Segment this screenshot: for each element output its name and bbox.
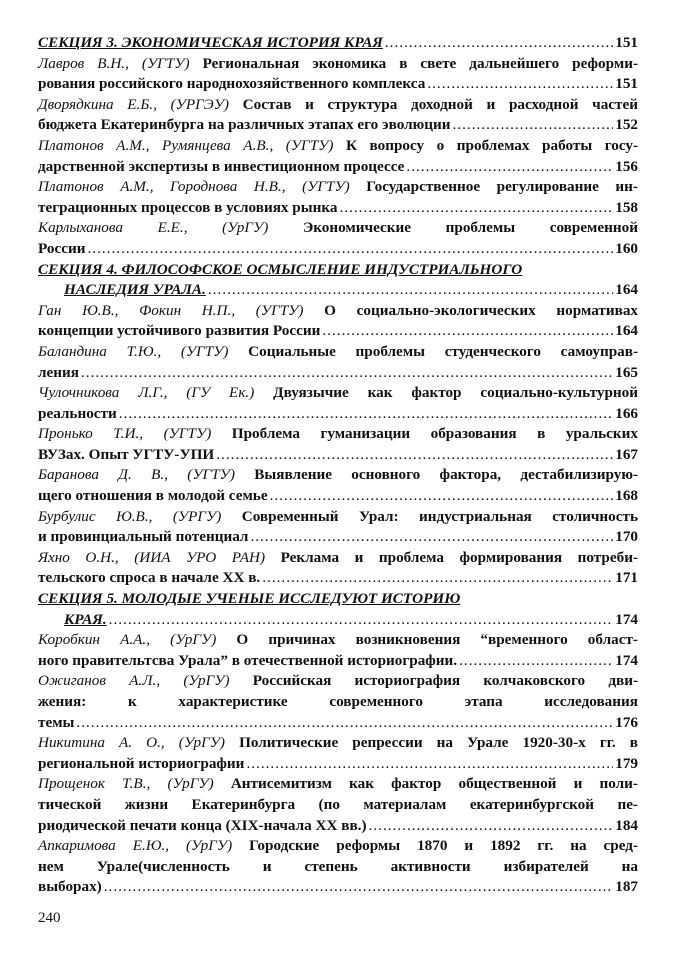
leader-dots bbox=[339, 198, 613, 219]
entry-title: нем Урале(численность и степень активности избирателей на bbox=[38, 857, 638, 875]
leader-dots bbox=[216, 445, 613, 466]
entry-page: 179 bbox=[615, 754, 638, 772]
entry-title: тельского спроса в начале XX в. bbox=[38, 569, 261, 587]
entry-author: Дворядкина Е.Б., (УРГЭУ) bbox=[38, 95, 229, 113]
entry-title: реальности bbox=[38, 404, 117, 422]
section-title-line bbox=[38, 610, 638, 631]
entry-author: Бурбулис Ю.В., (УРГУ) bbox=[38, 507, 222, 525]
entry-text bbox=[38, 754, 244, 775]
entry-line bbox=[38, 527, 638, 548]
section-title-line bbox=[38, 280, 638, 301]
section-title: КРАЯ. bbox=[64, 610, 107, 628]
toc-entry bbox=[38, 177, 638, 218]
entry-author: Чулочникова Л.Г., (ГУ Ек.) bbox=[38, 384, 255, 402]
entry-title: щего отношения в молодой семье bbox=[38, 487, 268, 505]
toc-entry bbox=[38, 548, 638, 589]
entry-title: Антисемитизм как фактор общественной и поли- bbox=[230, 775, 638, 793]
entry-page: 170 bbox=[615, 528, 638, 546]
entry-line bbox=[38, 816, 638, 837]
entry-line bbox=[38, 404, 638, 425]
entry-line bbox=[38, 95, 638, 116]
entry-text bbox=[38, 363, 79, 384]
entry-author: Прощенок Т.В., (УрГУ) bbox=[38, 775, 214, 793]
leader-dots bbox=[322, 321, 613, 342]
entry-line bbox=[38, 445, 638, 466]
entry-title: О социально-экологических нормативах bbox=[324, 301, 639, 319]
entry-line bbox=[38, 568, 638, 589]
entry-line bbox=[38, 342, 638, 363]
entry-line bbox=[38, 198, 638, 219]
entry-title: тической жизни Екатеринбурга (по материалам екатеринбургской пе- bbox=[38, 795, 638, 813]
entry-line bbox=[38, 630, 638, 651]
entry-line bbox=[38, 74, 638, 95]
section-page: 164 bbox=[615, 281, 638, 299]
entry-text bbox=[38, 157, 404, 178]
section-heading bbox=[38, 260, 638, 301]
entry-line bbox=[38, 177, 638, 198]
leader-dots bbox=[81, 363, 613, 384]
entry-title: Политические репрессии на Урале 1920-30-х гг. в bbox=[239, 734, 638, 752]
entry-page: 156 bbox=[615, 157, 638, 175]
leader-dots bbox=[262, 568, 613, 589]
entry-author: Ожиганов А.Л., (УрГУ) bbox=[38, 672, 230, 690]
entry-line bbox=[38, 218, 638, 239]
entry-page: 168 bbox=[615, 487, 638, 505]
toc-entry bbox=[38, 733, 638, 774]
entry-page: 174 bbox=[615, 651, 638, 669]
entry-title: рования российского народнохозяйственного комплекса bbox=[38, 75, 426, 93]
section-title-line bbox=[38, 260, 638, 281]
toc-entry bbox=[38, 218, 638, 259]
entry-title: Выявление основного фактора, дестабилизирую- bbox=[254, 466, 638, 484]
entry-line bbox=[38, 548, 638, 569]
leader-dots bbox=[208, 280, 613, 301]
leader-dots bbox=[76, 713, 613, 734]
entry-text bbox=[38, 877, 102, 898]
entry-line bbox=[38, 157, 638, 178]
leader-dots bbox=[459, 651, 613, 672]
entry-text bbox=[38, 651, 457, 672]
entry-line bbox=[38, 383, 638, 404]
entry-line bbox=[38, 713, 638, 734]
entry-author: Ган Ю.В., Фокин Н.П., (УГТУ) bbox=[38, 301, 304, 319]
leader-dots bbox=[87, 239, 613, 260]
entry-text bbox=[38, 527, 248, 548]
entry-line bbox=[38, 651, 638, 672]
entry-page: 166 bbox=[615, 404, 638, 422]
toc-entry bbox=[38, 465, 638, 506]
toc-entry bbox=[38, 301, 638, 342]
leader-dots bbox=[385, 33, 613, 54]
toc-entry bbox=[38, 54, 638, 95]
entry-title: выборах) bbox=[38, 878, 102, 896]
entry-page: 152 bbox=[615, 116, 638, 134]
section-heading bbox=[38, 589, 638, 630]
entry-title: Региональная экономика в свете дальнейшего реформи- bbox=[202, 54, 639, 72]
entry-author: Платонов А.М., Румянцева А.В., (УГТУ) bbox=[38, 136, 334, 154]
leader-dots bbox=[119, 404, 613, 425]
section-title-line bbox=[38, 33, 638, 54]
entry-page: 158 bbox=[615, 198, 638, 216]
section-heading bbox=[38, 33, 638, 54]
entry-line bbox=[38, 115, 638, 136]
toc-entry bbox=[38, 383, 638, 424]
leader-dots bbox=[406, 157, 613, 178]
entry-text bbox=[38, 115, 451, 136]
entry-title: жения: к характеристике современного этапа исследования bbox=[38, 693, 638, 710]
entry-page: 187 bbox=[615, 878, 638, 896]
entry-author: Пронько Т.И., (УГТУ) bbox=[38, 425, 212, 443]
entry-line bbox=[38, 424, 638, 445]
entry-title: концепции устойчивого развития России bbox=[38, 322, 321, 340]
entry-line bbox=[38, 733, 638, 754]
entry-author: Никитина А. О., (УрГУ) bbox=[38, 734, 225, 752]
entry-text bbox=[38, 198, 337, 219]
entry-author: Апкаримова Е.Ю., (УрГУ) bbox=[38, 837, 233, 855]
entry-page: 160 bbox=[615, 239, 638, 257]
entry-title: Современный Урал: индустриальная столичность bbox=[241, 507, 639, 525]
section-title: СЕКЦИЯ 4. ФИЛОСОФСКОЕ ОСМЫСЛЕНИЕ ИНДУСТРИАЛЬНОГО bbox=[38, 260, 523, 278]
entry-line bbox=[38, 692, 638, 713]
toc-entry bbox=[38, 424, 638, 465]
entry-text bbox=[38, 321, 320, 342]
entry-text bbox=[38, 816, 367, 837]
entry-title: темы bbox=[38, 713, 75, 731]
entry-text bbox=[38, 74, 425, 95]
entry-line bbox=[38, 507, 638, 528]
entry-text bbox=[38, 486, 268, 507]
toc-entry bbox=[38, 136, 638, 177]
section-title: СЕКЦИЯ 5. МОЛОДЫЕ УЧЕНЫЕ ИССЛЕДУЮТ ИСТОРИЮ bbox=[38, 590, 461, 608]
section-title: НАСЛЕДИЯ УРАЛА. bbox=[64, 281, 206, 299]
entry-title: Двуязычие как фактор социально-культурной bbox=[273, 384, 638, 402]
entry-title: Российская историография колчаковского дви- bbox=[252, 672, 639, 690]
entry-title: России bbox=[38, 239, 86, 257]
entry-title: Социальные проблемы студенческого самоуправ- bbox=[248, 342, 638, 360]
entry-title: К вопросу о проблемах работы госу- bbox=[345, 136, 639, 154]
entry-line bbox=[38, 774, 638, 795]
entry-text bbox=[38, 404, 117, 425]
entry-title: ления bbox=[38, 363, 79, 381]
section-title-line bbox=[38, 589, 638, 610]
toc-entry bbox=[38, 507, 638, 548]
entry-author: Карлыханова Е.Е., (УрГУ) bbox=[38, 219, 269, 237]
toc-entry bbox=[38, 95, 638, 136]
entry-author: Коробкин А.А., (УрГУ) bbox=[38, 631, 217, 649]
entry-line bbox=[38, 671, 638, 692]
leader-dots bbox=[109, 610, 614, 631]
toc-entry bbox=[38, 630, 638, 671]
toc-entry bbox=[38, 342, 638, 383]
entry-text bbox=[38, 568, 260, 589]
entry-page: 171 bbox=[615, 569, 638, 587]
entry-title: ВУЗах. Опыт УГТУ-УПИ bbox=[38, 445, 215, 463]
entry-author: Баранова Д. В., (УГТУ) bbox=[38, 466, 235, 484]
leader-dots bbox=[453, 115, 614, 136]
entry-page: 164 bbox=[615, 322, 638, 340]
leader-dots bbox=[427, 74, 613, 95]
entry-line bbox=[38, 136, 638, 157]
toc-entry bbox=[38, 671, 638, 733]
entry-line bbox=[38, 321, 638, 342]
entry-line bbox=[38, 836, 638, 857]
entry-page: 151 bbox=[615, 75, 638, 93]
entry-line bbox=[38, 465, 638, 486]
entry-line bbox=[38, 301, 638, 322]
entry-title: риодической печати конца (XIX-начала XX вв.) bbox=[38, 816, 367, 834]
leader-dots bbox=[104, 877, 613, 898]
entry-line bbox=[38, 363, 638, 384]
entry-author: Баландина Т.Ю., (УГТУ) bbox=[38, 342, 229, 360]
entry-page: 165 bbox=[615, 363, 638, 381]
section-title: СЕКЦИЯ 3. ЭКОНОМИЧЕСКАЯ ИСТОРИЯ КРАЯ bbox=[38, 34, 383, 51]
leader-dots bbox=[270, 486, 614, 507]
entry-text bbox=[38, 445, 214, 466]
entry-title: Городские реформы 1870 и 1892 гг. на сред- bbox=[249, 837, 638, 855]
entry-author: Платонов А.М., Городнова Н.В., (УГТУ) bbox=[38, 178, 350, 196]
entry-line bbox=[38, 795, 638, 816]
entry-title: ного правительтсва Урала” в отечественной историографии. bbox=[38, 651, 458, 669]
entry-title: Государственное регулирование ин- bbox=[366, 178, 638, 196]
section-page: 151 bbox=[615, 34, 638, 51]
entry-page: 176 bbox=[615, 713, 638, 731]
entry-text bbox=[38, 713, 74, 734]
toc-entry bbox=[38, 774, 638, 836]
entry-line bbox=[38, 877, 638, 898]
entry-line bbox=[38, 239, 638, 260]
entry-author: Лавров В.Н., (УГТУ) bbox=[38, 54, 190, 72]
entry-line bbox=[38, 54, 638, 75]
entry-title: и провинциальный потенциал bbox=[38, 528, 249, 546]
entry-line bbox=[38, 754, 638, 775]
entry-text bbox=[38, 239, 85, 260]
entry-title: теграционных процессов в условиях рынка bbox=[38, 198, 338, 216]
entry-line bbox=[38, 486, 638, 507]
entry-title: Реклама и проблема формирования потреби- bbox=[280, 548, 639, 566]
entry-page: 167 bbox=[615, 445, 638, 463]
entry-title: региональной историографии bbox=[38, 754, 245, 772]
entry-page: 184 bbox=[615, 816, 638, 834]
leader-dots bbox=[246, 754, 613, 775]
entry-title: Экономические проблемы современной bbox=[302, 219, 638, 237]
entry-author: Яхно О.Н., (ИИА УРО РАН) bbox=[38, 548, 266, 566]
table-of-contents bbox=[38, 33, 638, 898]
leader-dots bbox=[250, 527, 613, 548]
entry-title: дарственной экспертизы в инвестиционном процессе bbox=[38, 157, 405, 175]
entry-title: Проблема гуманизации образования в уральских bbox=[231, 425, 638, 443]
entry-title: Состав и структура доходной и расходной частей bbox=[242, 95, 638, 113]
leader-dots bbox=[369, 816, 614, 837]
toc-entry bbox=[38, 836, 638, 898]
entry-line bbox=[38, 857, 638, 878]
page-number: 240 bbox=[38, 910, 61, 926]
entry-title: бюджета Екатеринбурга на различных этапах его эволюции bbox=[38, 116, 451, 134]
entry-title: О причинах возникновения “временного област- bbox=[236, 631, 638, 649]
section-page: 174 bbox=[615, 610, 638, 628]
